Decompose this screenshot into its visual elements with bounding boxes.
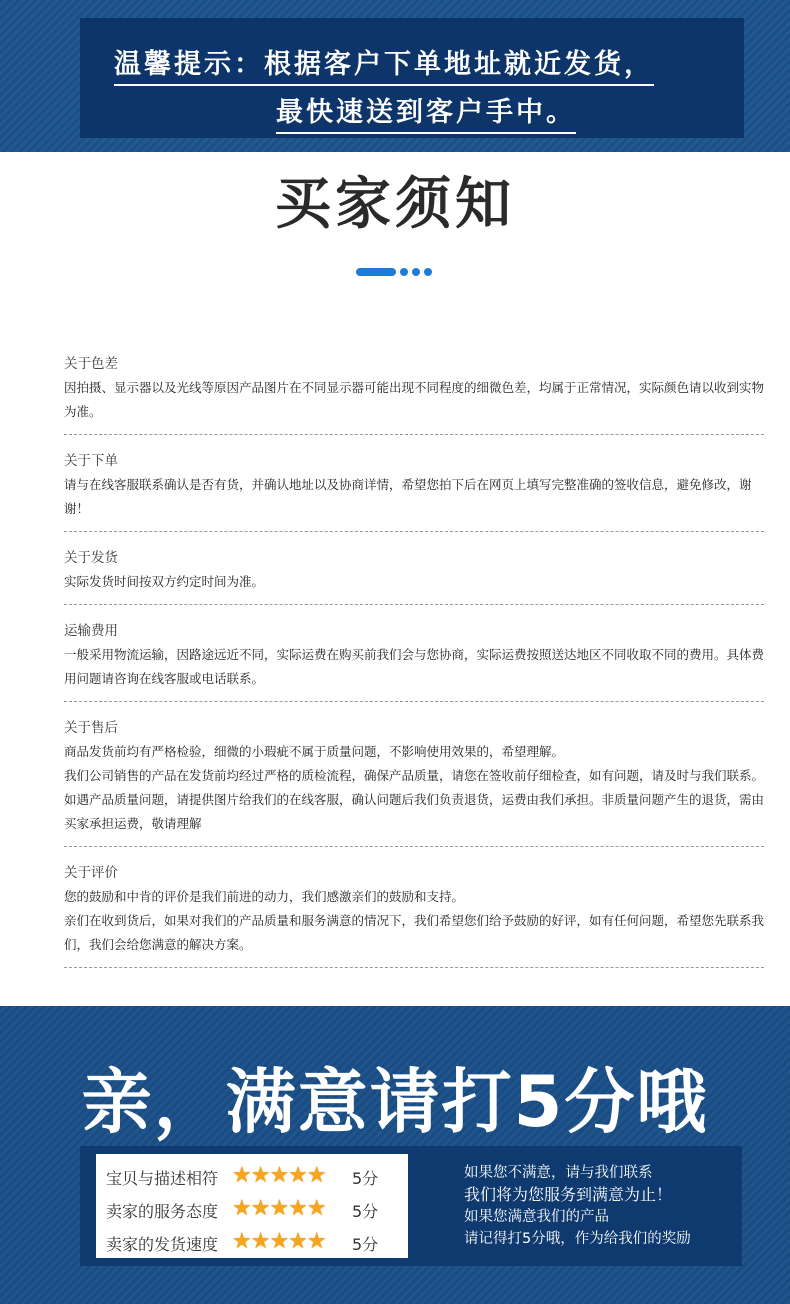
message-line: 请记得打5分哦，作为给我们的奖励 — [464, 1231, 691, 1247]
buyer-notes — [64, 348, 764, 978]
section-text: 如遇产品质量问题，请提供图片给我们的在线客服，确认问题后我们负责退货，运费由我们承担。非质量问题产生的退货，需由买家承担运费，敬请理解 — [64, 792, 765, 831]
page-title: 买家须知 — [275, 172, 515, 237]
notice-line-2: 最快速送到客户手中。 — [276, 90, 576, 134]
rating-label: 卖家的服务态度 — [106, 1202, 219, 1221]
satisfaction-message — [464, 1162, 691, 1250]
note-section — [64, 445, 764, 532]
section-heading: 关于评价 — [64, 865, 118, 881]
section-text: 一般采用物流运输，因路途远近不同，实际运费在购买前我们会与您协商，实际运费按照送达地区不同收取不同的费用。具体费用问题请咨询在线客服或电话联系。 — [64, 647, 765, 686]
section-text: 因拍摄、显示器以及光线等原因产品图片在不同显示器可能出现不同程度的细微色差，均属于正常情况，实际颜色请以收到实物为准。 — [64, 380, 765, 419]
section-heading: 关于发货 — [64, 550, 118, 566]
note-section — [64, 857, 764, 968]
rating-score: 5分 — [352, 1169, 379, 1188]
notice-line-1: 温馨提示：根据客户下单地址就近发货， — [114, 42, 654, 86]
message-line: 我们将为您服务到满意为止！ — [464, 1185, 673, 1204]
star-rating-icon: ★★★★★ — [232, 1229, 326, 1254]
rating-score: 5分 — [352, 1235, 379, 1254]
message-line: 如果您不满意，请与我们联系 — [464, 1165, 653, 1181]
section-text: 我们公司销售的产品在发货前均经过严格的质检流程，确保产品质量，请您在签收前仔细检查，如有问题，请及时与我们联系。 — [64, 768, 765, 783]
note-section — [64, 348, 764, 435]
section-heading: 关于色差 — [64, 356, 118, 372]
section-text: 商品发货前均有严格检验，细微的小瑕疵不属于质量问题，不影响使用效果的，希望理解。 — [64, 744, 565, 759]
divider-bar — [356, 268, 396, 276]
star-rating-icon: ★★★★★ — [232, 1163, 326, 1188]
divider-dot — [424, 268, 432, 276]
rating-row — [106, 1195, 396, 1223]
section-heading: 运输费用 — [64, 623, 118, 639]
section-text: 亲们在收到货后，如果对我们的产品质量和服务满意的情况下，我们希望您们给予鼓励的好评，如有任何问题，希望您先联系我们，我们会给您满意的解决方案。 — [64, 913, 765, 952]
star-rating-icon: ★★★★★ — [232, 1196, 326, 1221]
rating-row — [106, 1228, 396, 1256]
note-section — [64, 712, 764, 847]
rating-label: 宝贝与描述相符 — [106, 1169, 219, 1188]
section-text: 您的鼓励和中肯的评价是我们前进的动力，我们感激亲们的鼓励和支持。 — [64, 889, 465, 904]
rating-row — [106, 1162, 396, 1190]
rating-label: 卖家的发货速度 — [106, 1235, 219, 1254]
divider-dot — [400, 268, 408, 276]
divider-dot — [412, 268, 420, 276]
title-divider — [356, 268, 436, 276]
section-heading: 关于下单 — [64, 453, 118, 469]
notice-panel — [80, 18, 744, 138]
slogan: 亲，满意请打5分哦 — [81, 1061, 709, 1143]
message-line: 如果您满意我们的产品 — [464, 1209, 609, 1225]
note-section — [64, 615, 764, 702]
rating-score: 5分 — [352, 1202, 379, 1221]
note-section — [64, 542, 764, 605]
section-text: 实际发货时间按双方约定时间为准。 — [64, 574, 265, 589]
section-text: 请与在线客服联系确认是否有货，并确认地址以及协商详情，希望您拍下后在网页上填写完整准确的签收信息，避免修改，谢谢！ — [64, 477, 752, 516]
section-heading: 关于售后 — [64, 720, 118, 736]
rating-panel — [80, 1146, 742, 1266]
top-banner — [0, 0, 790, 152]
